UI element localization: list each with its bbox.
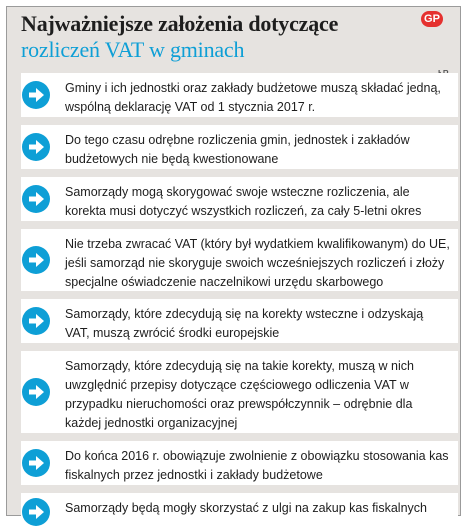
list-item [21,73,458,117]
list-item [21,125,458,169]
arrow-right-circle-icon [21,80,53,112]
list-item-text: Samorządy, które zdecydują się na korekty wsteczne i odzyskają VAT, muszą zwrócić środki europejskie [65,307,424,340]
arrow-right-circle-icon [21,448,53,480]
list-item [21,493,458,531]
list-item [21,441,458,485]
list-item [21,351,458,433]
list-item-text: Samorządy, które zdecydują się na takie korekty, muszą w nich uwzględnić przepisy dotyczące częściowego odliczenia VAT w przypadku nieruchomości oraz prewspółczynnik – odrębnie dla każdej jednostki organizacyjnej [65,359,414,430]
arrow-right-circle-icon [21,132,53,164]
infographic-panel [6,6,461,516]
list-item-text: Samorządy będą mogły skorzystać z ulgi na zakup kas fiskalnych [65,501,427,515]
list-item-text: Samorządy mogą skorygować swoje wsteczne rozliczenia, ale korekta musi dotyczyć wszystkich rozliczeń, za cały 5-letni okres [65,185,422,218]
list-item [21,299,458,343]
list-item-text: Do końca 2016 r. obowiązuje zwolnienie z obowiązku stosowania kas fiskalnych przez jednostki i zakłady budżetowe [65,449,449,482]
list-item-text: Gminy i ich jednostki oraz zakłady budżetowe muszą składać jedną, wspólną deklarację VAT od 1 stycznia 2017 r. [65,81,441,114]
list-item [21,177,458,221]
arrow-right-circle-icon [21,306,53,338]
arrow-right-circle-icon [21,497,53,529]
publisher-logo: GP [421,11,443,27]
arrow-right-circle-icon [21,245,53,277]
list-item-text: Nie trzeba zwracać VAT (który był wydatkiem kwalifikowanym) do UE, jeśli samorząd nie skoryguje swoich wcześniejszych rozliczeń i złoży specjalne oświadczenie naczelnikowi urzędu skarbowego [65,237,450,289]
list-item-text: Do tego czasu odrębne rozliczenia gmin, jednostek i zakładów budżetowych nie będą kwestionowane [65,133,410,166]
arrow-right-circle-icon [21,377,53,409]
list-item [21,229,458,291]
arrow-right-circle-icon [21,184,53,216]
page-subtitle: rozliczeń VAT w gminach [21,37,245,62]
page-title: Najważniejsze założenia dotyczące [21,11,339,36]
